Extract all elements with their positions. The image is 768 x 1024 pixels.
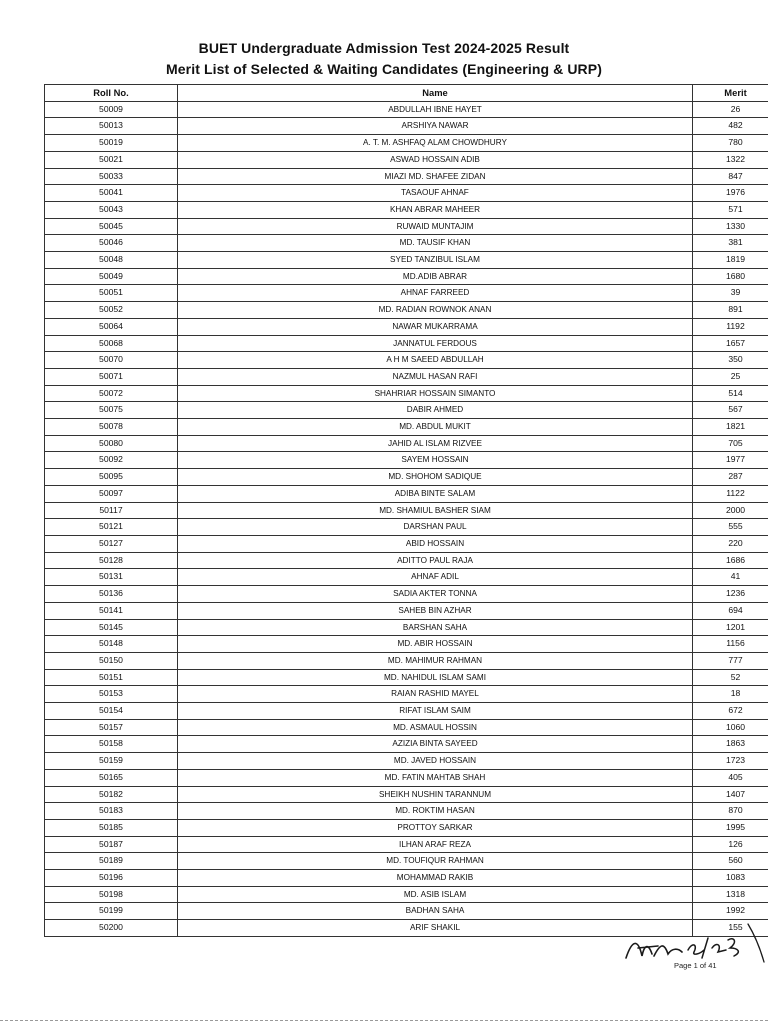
roll-number-cell: 50033 [45, 168, 178, 185]
table-row [45, 118, 768, 135]
roll-number-cell: 50048 [45, 252, 178, 269]
merit-cell: 1083 [693, 870, 768, 887]
roll-number-cell: 50150 [45, 652, 178, 669]
roll-number-cell: 50148 [45, 636, 178, 653]
candidate-name-cell: RIFAT ISLAM SAIM [178, 703, 693, 720]
roll-number-cell: 50198 [45, 886, 178, 903]
merit-cell: 1723 [693, 753, 768, 770]
table-row [45, 886, 768, 903]
merit-cell: 1657 [693, 335, 768, 352]
roll-number-cell: 50128 [45, 552, 178, 569]
roll-number-cell: 50141 [45, 602, 178, 619]
candidate-name-cell: JAHID AL ISLAM RIZVEE [178, 435, 693, 452]
candidate-name-cell: MD. RADIAN ROWNOK ANAN [178, 302, 693, 319]
roll-number-cell: 50070 [45, 352, 178, 369]
candidate-name-cell: AZIZIA BINTA SAYEED [178, 736, 693, 753]
candidate-name-cell: MD. TAUSIF KHAN [178, 235, 693, 252]
table-row [45, 368, 768, 385]
merit-cell: 571 [693, 201, 768, 218]
candidate-name-cell: MD.ADIB ABRAR [178, 268, 693, 285]
table-row [45, 185, 768, 202]
roll-number-cell: 50080 [45, 435, 178, 452]
table-row [45, 819, 768, 836]
merit-cell: 1976 [693, 185, 768, 202]
table-row [45, 268, 768, 285]
merit-cell: 1156 [693, 636, 768, 653]
merit-cell: 780 [693, 135, 768, 152]
roll-number-cell: 50043 [45, 201, 178, 218]
candidate-name-cell: MD. TOUFIQUR RAHMAN [178, 853, 693, 870]
roll-number-cell: 50049 [45, 268, 178, 285]
table-row [45, 318, 768, 335]
table-row [45, 753, 768, 770]
column-header-name: Name [178, 85, 693, 102]
candidate-name-cell: A H M SAEED ABDULLAH [178, 352, 693, 369]
candidate-name-cell: ADITTO PAUL RAJA [178, 552, 693, 569]
table-row [45, 786, 768, 803]
scan-edge [0, 1020, 768, 1022]
page-number: Page 1 of 41 [674, 961, 717, 970]
table-row [45, 736, 768, 753]
roll-number-cell: 50075 [45, 402, 178, 419]
candidate-name-cell: SHAHRIAR HOSSAIN SIMANTO [178, 385, 693, 402]
table-row [45, 686, 768, 703]
candidate-name-cell: AHNAF ADIL [178, 569, 693, 586]
table-row [45, 435, 768, 452]
candidate-name-cell: JANNATUL FERDOUS [178, 335, 693, 352]
table-row [45, 619, 768, 636]
table-row [45, 452, 768, 469]
table-row [45, 385, 768, 402]
merit-cell: 126 [693, 836, 768, 853]
candidate-name-cell: SHEIKH NUSHIN TARANNUM [178, 786, 693, 803]
candidate-name-cell: NAZMUL HASAN RAFI [178, 368, 693, 385]
table-row [45, 235, 768, 252]
merit-table [44, 84, 768, 937]
candidate-name-cell: SAYEM HOSSAIN [178, 452, 693, 469]
candidate-name-cell: MOHAMMAD RAKIB [178, 870, 693, 887]
merit-cell: 26 [693, 101, 768, 118]
candidate-name-cell: AHNAF FARREED [178, 285, 693, 302]
roll-number-cell: 50071 [45, 368, 178, 385]
roll-number-cell: 50046 [45, 235, 178, 252]
candidate-name-cell: SYED TANZIBUL ISLAM [178, 252, 693, 269]
roll-number-cell: 50021 [45, 151, 178, 168]
table-row [45, 803, 768, 820]
roll-number-cell: 50092 [45, 452, 178, 469]
roll-number-cell: 50064 [45, 318, 178, 335]
roll-number-cell: 50013 [45, 118, 178, 135]
roll-number-cell: 50121 [45, 519, 178, 536]
merit-cell: 155 [693, 920, 768, 937]
merit-cell: 39 [693, 285, 768, 302]
roll-number-cell: 50154 [45, 703, 178, 720]
table-row [45, 586, 768, 603]
table-body [45, 101, 768, 936]
table-row [45, 519, 768, 536]
merit-cell: 560 [693, 853, 768, 870]
merit-cell: 705 [693, 435, 768, 452]
roll-number-cell: 50183 [45, 803, 178, 820]
candidate-name-cell: ADIBA BINTE SALAM [178, 485, 693, 502]
candidate-name-cell: A. T. M. ASHFAQ ALAM CHOWDHURY [178, 135, 693, 152]
table-row [45, 636, 768, 653]
merit-cell: 220 [693, 535, 768, 552]
table-row [45, 201, 768, 218]
candidate-name-cell: MD. FATIN MAHTAB SHAH [178, 769, 693, 786]
merit-cell: 52 [693, 669, 768, 686]
roll-number-cell: 50200 [45, 920, 178, 937]
merit-cell: 1819 [693, 252, 768, 269]
table-row [45, 335, 768, 352]
table-row [45, 151, 768, 168]
roll-number-cell: 50196 [45, 870, 178, 887]
roll-number-cell: 50131 [45, 569, 178, 586]
roll-number-cell: 50097 [45, 485, 178, 502]
candidate-name-cell: MIAZI MD. SHAFEE ZIDAN [178, 168, 693, 185]
candidate-name-cell: ABID HOSSAIN [178, 535, 693, 552]
roll-number-cell: 50117 [45, 502, 178, 519]
table-row [45, 302, 768, 319]
candidate-name-cell: BADHAN SAHA [178, 903, 693, 920]
roll-number-cell: 50145 [45, 619, 178, 636]
roll-number-cell: 50041 [45, 185, 178, 202]
candidate-name-cell: ARSHIYA NAWAR [178, 118, 693, 135]
candidate-name-cell: MD. SHAMIUL BASHER SIAM [178, 502, 693, 519]
merit-cell: 18 [693, 686, 768, 703]
merit-cell: 482 [693, 118, 768, 135]
candidate-name-cell: DABIR AHMED [178, 402, 693, 419]
roll-number-cell: 50095 [45, 469, 178, 486]
column-header-merit: Merit [693, 85, 768, 102]
table-row [45, 218, 768, 235]
candidate-name-cell: MD. ASMAUL HOSSIN [178, 719, 693, 736]
table-row [45, 552, 768, 569]
candidate-name-cell: MD. JAVED HOSSAIN [178, 753, 693, 770]
candidate-name-cell: MD. ABIR HOSSAIN [178, 636, 693, 653]
table-row [45, 719, 768, 736]
candidate-name-cell: NAWAR MUKARRAMA [178, 318, 693, 335]
merit-cell: 567 [693, 402, 768, 419]
merit-cell: 1192 [693, 318, 768, 335]
document-title: BUET Undergraduate Admission Test 2024-2025 Result [198, 40, 570, 56]
roll-number-cell: 50068 [45, 335, 178, 352]
merit-cell: 381 [693, 235, 768, 252]
candidate-name-cell: KHAN ABRAR MAHEER [178, 201, 693, 218]
merit-cell: 1318 [693, 886, 768, 903]
roll-number-cell: 50158 [45, 736, 178, 753]
table-row [45, 836, 768, 853]
merit-cell: 1330 [693, 218, 768, 235]
merit-cell: 1863 [693, 736, 768, 753]
candidate-name-cell: MD. ASIB ISLAM [178, 886, 693, 903]
merit-cell: 287 [693, 469, 768, 486]
merit-cell: 1322 [693, 151, 768, 168]
merit-cell: 1821 [693, 419, 768, 436]
roll-number-cell: 50072 [45, 385, 178, 402]
roll-number-cell: 50187 [45, 836, 178, 853]
candidate-name-cell: ASWAD HOSSAIN ADIB [178, 151, 693, 168]
table-row [45, 502, 768, 519]
candidate-name-cell: DARSHAN PAUL [178, 519, 693, 536]
merit-cell: 1236 [693, 586, 768, 603]
candidate-name-cell: MD. MAHIMUR RAHMAN [178, 652, 693, 669]
merit-cell: 1122 [693, 485, 768, 502]
table-row [45, 853, 768, 870]
merit-cell: 25 [693, 368, 768, 385]
roll-number-cell: 50199 [45, 903, 178, 920]
table-row [45, 485, 768, 502]
table-row [45, 602, 768, 619]
candidate-name-cell: RAIAN RASHID MAYEL [178, 686, 693, 703]
merit-cell: 1995 [693, 819, 768, 836]
table-row [45, 669, 768, 686]
table-row [45, 252, 768, 269]
table-row [45, 569, 768, 586]
roll-number-cell: 50127 [45, 535, 178, 552]
roll-number-cell: 50052 [45, 302, 178, 319]
merit-cell: 41 [693, 569, 768, 586]
roll-number-cell: 50136 [45, 586, 178, 603]
candidate-name-cell: TASAOUF AHNAF [178, 185, 693, 202]
merit-cell: 847 [693, 168, 768, 185]
merit-cell: 2000 [693, 502, 768, 519]
merit-cell: 1680 [693, 268, 768, 285]
merit-cell: 672 [693, 703, 768, 720]
merit-cell: 555 [693, 519, 768, 536]
column-header-roll: Roll No. [45, 85, 178, 102]
roll-number-cell: 50045 [45, 218, 178, 235]
document-subtitle: Merit List of Selected & Waiting Candidates (Engineering & URP) [166, 61, 602, 77]
candidate-name-cell: ABDULLAH IBNE HAYET [178, 101, 693, 118]
merit-cell: 870 [693, 803, 768, 820]
table-row [45, 769, 768, 786]
candidate-name-cell: ILHAN ARAF REZA [178, 836, 693, 853]
merit-cell: 350 [693, 352, 768, 369]
merit-cell: 1977 [693, 452, 768, 469]
roll-number-cell: 50153 [45, 686, 178, 703]
roll-number-cell: 50151 [45, 669, 178, 686]
table-row [45, 352, 768, 369]
merit-cell: 1201 [693, 619, 768, 636]
roll-number-cell: 50185 [45, 819, 178, 836]
roll-number-cell: 50165 [45, 769, 178, 786]
table-row [45, 535, 768, 552]
roll-number-cell: 50051 [45, 285, 178, 302]
merit-cell: 1060 [693, 719, 768, 736]
roll-number-cell: 50019 [45, 135, 178, 152]
merit-cell: 891 [693, 302, 768, 319]
candidate-name-cell: MD. SHOHOM SADIQUE [178, 469, 693, 486]
roll-number-cell: 50157 [45, 719, 178, 736]
merit-cell: 1686 [693, 552, 768, 569]
table-row [45, 285, 768, 302]
candidate-name-cell: MD. ROKTIM HASAN [178, 803, 693, 820]
merit-cell: 1992 [693, 903, 768, 920]
candidate-name-cell: RUWAID MUNTAJIM [178, 218, 693, 235]
merit-cell: 514 [693, 385, 768, 402]
merit-cell: 405 [693, 769, 768, 786]
merit-cell: 1407 [693, 786, 768, 803]
candidate-name-cell: ARIF SHAKIL [178, 920, 693, 937]
table-header-row [45, 85, 768, 102]
table-row [45, 101, 768, 118]
merit-cell: 694 [693, 602, 768, 619]
roll-number-cell: 50189 [45, 853, 178, 870]
table-row [45, 652, 768, 669]
roll-number-cell: 50182 [45, 786, 178, 803]
table-row [45, 419, 768, 436]
candidate-name-cell: MD. ABDUL MUKIT [178, 419, 693, 436]
candidate-name-cell: BARSHAN SAHA [178, 619, 693, 636]
table-row [45, 469, 768, 486]
table-row [45, 402, 768, 419]
table-row [45, 135, 768, 152]
roll-number-cell: 50009 [45, 101, 178, 118]
table-row [45, 168, 768, 185]
candidate-name-cell: SADIA AKTER TONNA [178, 586, 693, 603]
table-row [45, 870, 768, 887]
table-row [45, 703, 768, 720]
candidate-name-cell: SAHEB BIN AZHAR [178, 602, 693, 619]
candidate-name-cell: PROTTOY SARKAR [178, 819, 693, 836]
roll-number-cell: 50078 [45, 419, 178, 436]
merit-cell: 777 [693, 652, 768, 669]
roll-number-cell: 50159 [45, 753, 178, 770]
candidate-name-cell: MD. NAHIDUL ISLAM SAMI [178, 669, 693, 686]
